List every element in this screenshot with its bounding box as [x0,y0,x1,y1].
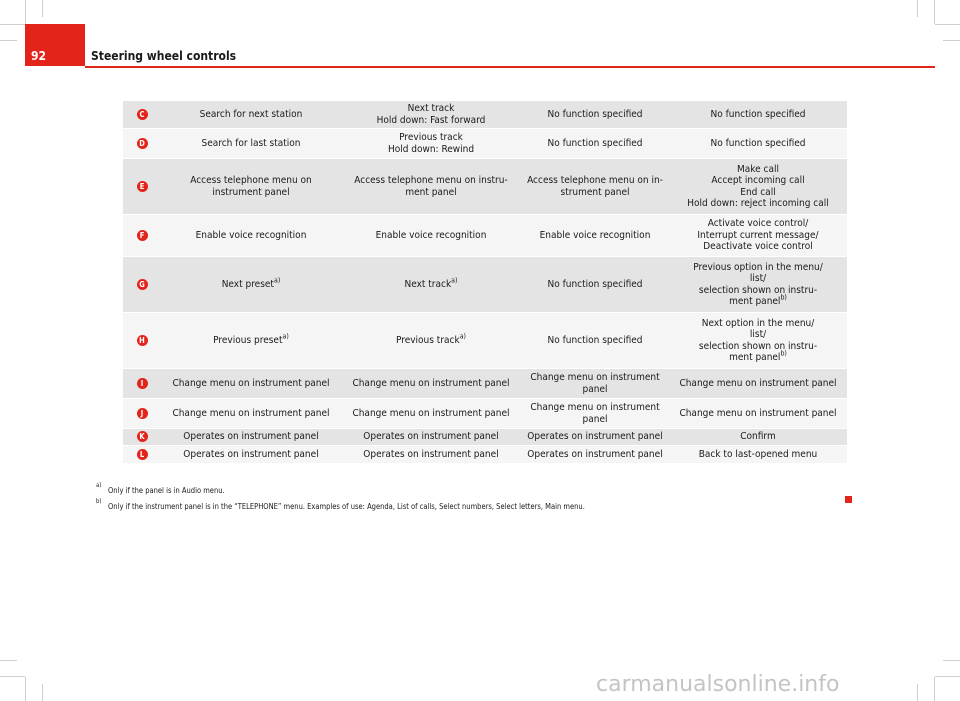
cell-text: No function specified [710,137,806,149]
table-cell [521,257,669,313]
header-rule [85,66,935,68]
cell-text: Change menu on instrument panel [172,377,330,389]
table-cell [341,313,521,369]
crop-mark [0,40,17,41]
cell-text: Next preset [221,278,274,290]
row-key-cell [123,101,161,129]
table-cell [341,159,521,215]
table-cell [341,446,521,463]
section-end-marker [845,496,852,503]
cell-text: Operates on instrument panel [183,431,319,443]
row-key-cell [123,446,161,463]
footnote-ref: a) [451,276,458,285]
callout-badge: K [137,431,148,442]
cell-text: Operates on instrument panel [363,431,499,443]
cell-text: Back to last-opened menu [698,448,818,460]
row-key-cell [123,429,161,446]
table-cell [669,369,847,399]
crop-mark [0,676,25,677]
cell-text: Access telephone menu on in- strument panel [527,175,663,198]
footnote-a-mark: a) [96,482,102,489]
crop-mark [0,660,17,661]
table-cell [161,101,341,129]
crop-mark [917,0,918,17]
table-row [123,429,847,446]
cell-text: Change menu on instrument panel [172,407,330,419]
cell-text: Activate voice control/ Interrupt current message/ Deactivate voice control [697,218,819,253]
watermark: carmanualsonline.info [596,672,840,697]
cell-text: Change menu on instrument panel [352,407,510,419]
footnote-ref: a) [273,276,281,285]
cell-text: Change menu on instrument panel [352,377,510,389]
table-cell [341,257,521,313]
table-cell [161,313,341,369]
cell-text: Confirm [740,431,776,443]
callout-badge: G [137,279,148,290]
crop-mark [935,676,960,677]
table-cell [521,159,669,215]
table-cell [341,215,521,257]
crop-mark [42,0,43,17]
cell-text: Operates on instrument panel [183,448,319,460]
footnote-a: Only if the panel is in Audio menu. [108,486,225,495]
crop-mark [25,677,26,701]
callout-badge: E [137,181,148,192]
cell-text: Make call Accept incoming call End call Hold down: reject incoming call [687,163,829,209]
crop-mark [943,660,960,661]
callout-badge: L [137,449,148,460]
table-cell [161,215,341,257]
callout-badge: D [137,138,148,149]
table-row [123,313,847,369]
table-cell [161,257,341,313]
cell-text: No function specified [547,278,643,290]
cell-text: Operates on instrument panel [527,431,663,443]
table-row [123,129,847,159]
cell-text: Enable voice recognition [195,229,307,241]
cell-text: Change menu on instrument panel [679,377,837,389]
cell-text: Operates on instrument panel [527,448,663,460]
cell-text: Search for last station [201,137,301,149]
crop-mark [934,677,935,701]
cell-text: Next option in the menu/ list/ selection shown on instru- ment panel [698,317,818,363]
table-cell [521,429,669,446]
table-cell [669,129,847,159]
row-key-cell [123,399,161,429]
table-row [123,369,847,399]
table-row [123,215,847,257]
table-cell [161,446,341,463]
table-cell [161,399,341,429]
callout-badge: F [137,230,148,241]
cell-text: No function specified [547,108,643,120]
table-cell [669,313,847,369]
cell-text: Next track Hold down: Fast forward [376,103,486,126]
table-cell [161,159,341,215]
table-cell [669,446,847,463]
cell-text: Change menu on instrument panel [530,402,660,425]
callout-badge: I [137,378,148,389]
cell-text: Access telephone menu on instrument panel [190,175,312,198]
crop-mark [934,0,935,24]
cell-text: Search for next station [199,108,303,120]
table-cell [521,101,669,129]
table-cell [341,399,521,429]
table-cell [521,446,669,463]
callout-badge: J [137,408,148,419]
table-cell [669,429,847,446]
table-cell [341,429,521,446]
table-cell [341,129,521,159]
table-cell [521,129,669,159]
table-cell [161,429,341,446]
cell-text: Access telephone menu on instru- ment panel [354,175,508,198]
footnote-ref: b) [780,349,787,358]
footnote-ref: a) [282,332,289,341]
table-cell [521,313,669,369]
table-row [123,159,847,215]
cell-text: Next track [404,278,452,290]
table-cell [161,129,341,159]
table-row [123,257,847,313]
callout-badge: H [137,335,148,346]
crop-mark [42,684,43,701]
crop-mark [943,40,960,41]
table-cell [669,257,847,313]
crop-mark [25,0,26,24]
cell-text: Operates on instrument panel [363,448,499,460]
footnote-ref: a) [459,332,467,341]
row-key-cell [123,369,161,399]
page-title: Steering wheel controls [91,49,237,63]
cell-text: No function specified [547,137,643,149]
table-row [123,101,847,129]
table-cell [521,215,669,257]
cell-text: No function specified [710,108,806,120]
table-cell [341,369,521,399]
table-row [123,399,847,429]
page-number: 92 [31,49,47,63]
crop-mark [0,24,25,25]
row-key-cell [123,313,161,369]
footnote-ref: b) [780,293,787,302]
cell-text: Change menu on instrument panel [679,407,837,419]
cell-text: Previous track [395,334,460,346]
cell-text: Change menu on instrument panel [530,372,660,395]
callout-badge: C [137,109,148,120]
table-cell [669,159,847,215]
row-key-cell [123,129,161,159]
cell-text: Enable voice recognition [375,229,487,241]
table-row [123,446,847,463]
table-cell [161,369,341,399]
table-cell [669,399,847,429]
cell-text: Enable voice recognition [539,229,651,241]
cell-text: Previous preset [213,334,283,346]
cell-text: Previous track Hold down: Rewind [387,132,475,155]
footnote-b: Only if the instrument panel is in the “TELEPHONE” menu. Examples of use: Agenda, List of calls, Select numbers, Select letters, Main menu. [108,502,585,511]
controls-table [123,100,847,463]
table-cell [521,399,669,429]
table-cell [521,369,669,399]
crop-mark [917,684,918,701]
crop-mark [935,24,960,25]
footnote-b-mark: b) [96,498,102,505]
row-key-cell [123,215,161,257]
row-key-cell [123,257,161,313]
cell-text: No function specified [547,334,643,346]
table-cell [669,101,847,129]
row-key-cell [123,159,161,215]
cell-text: Previous option in the menu/ list/ selection shown on instru- ment panel [693,261,823,307]
table-cell [669,215,847,257]
table-cell [341,101,521,129]
